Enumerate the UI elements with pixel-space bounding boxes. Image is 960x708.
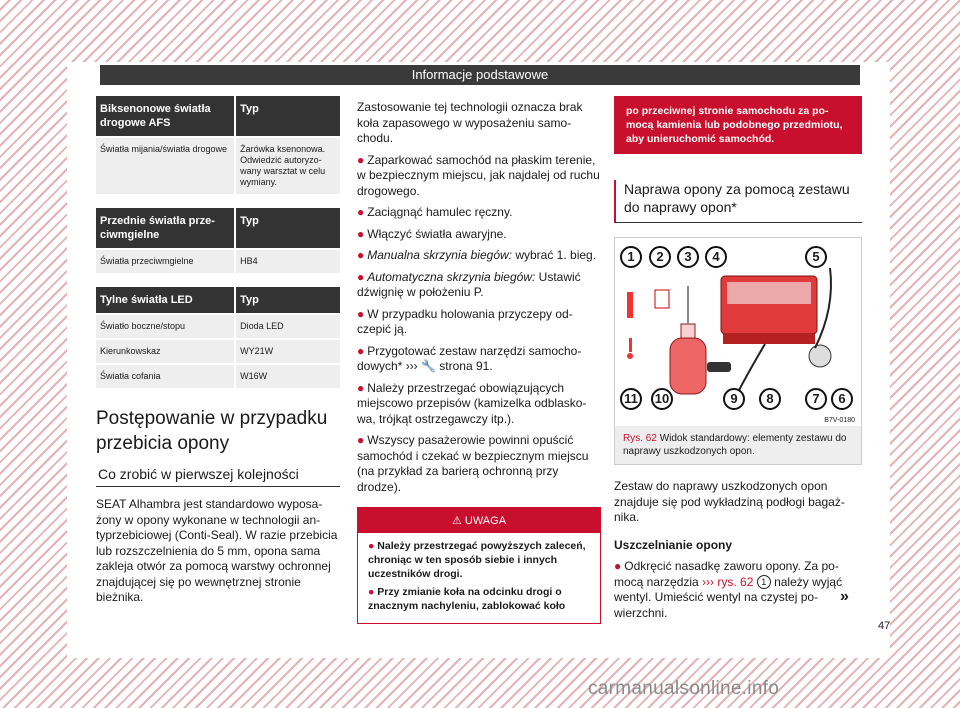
bullet-item: ● Przygotować zestaw narzędzi samochodowych* ››› 🔧 strona 91. <box>357 343 582 373</box>
table-header: Typ <box>235 96 340 137</box>
figure-caption-text: Widok standardowy: elementy zestawu do naprawy uszkodzonych opon. <box>623 433 847 457</box>
table-row <box>96 137 340 194</box>
section-subtitle: Co zrobić w pierwszej kolejności <box>96 462 340 487</box>
spec-table-afs <box>96 96 340 194</box>
intro-paragraph: SEAT Alhambra jest standardowo wyposażony w opony wykonane w technologii antyprzebiciowej (Conti-Seal). W razie przebicia lub rozszczelnienia do 5 mm, opona sama zakleja otwór za pomocą warstwy ochronnej znajdującej się po wewnętrznej stronie bieżnika. <box>96 497 338 604</box>
callout-number: 6 <box>831 388 853 410</box>
warning-icon: ⚠ <box>451 515 462 527</box>
table-cell: Światła cofania <box>96 364 235 388</box>
bullet-item: ● Wszyscy pasażerowie powinni opuścić samochód i czekać w bezpiecznym miejscu (na przykład za barierą ochronną przy drodze). <box>357 433 589 494</box>
callout-number: 7 <box>805 388 827 410</box>
watermark: carmanualsonline.info <box>588 678 780 699</box>
callout-number: 2 <box>649 246 671 268</box>
intro-paragraph: Zastosowanie tej technologii oznacza brak koła zapasowego w wyposażeniu samochodu. <box>357 100 583 145</box>
bullet-list <box>357 153 601 496</box>
callout-number: 1 <box>620 246 642 268</box>
page-number: 47 <box>878 620 891 632</box>
warning-continuation: po przeciwnej stronie samochodu za pomocą kamienia lub podobnego przedmiotu, aby unieruchomić samochód. <box>614 96 862 154</box>
continued-marker: » <box>840 588 849 605</box>
page-header: Informacje podstawowe <box>100 65 860 85</box>
warning-body <box>358 533 600 623</box>
column-right <box>614 96 862 621</box>
column-left <box>96 96 340 606</box>
figure-reference-link[interactable]: ››› rys. 62 <box>702 574 754 589</box>
column-middle <box>357 96 601 624</box>
bullet-item: ● Manualna skrzynia biegów: wybrać 1. bieg. <box>357 248 597 262</box>
table-cell: Światła przeciwmgielne <box>96 249 235 273</box>
table-header: Przednie światła przeciwmgielne <box>96 208 235 249</box>
callout-number: 8 <box>759 388 781 410</box>
warning-text: Przy zmianie koła na odcinku drogi o znacznym nachyleniu, zablokować koło <box>368 586 566 612</box>
figure-caption <box>615 426 861 464</box>
section-title: Naprawa opony za pomocą zestawu do naprawy opon* <box>614 180 862 223</box>
table-cell: HB4 <box>235 249 340 273</box>
warning-item: ● Należy przestrzegać powyższych zaleceń, chroniąc w ten sposób siebie i innych uczestników drogi. <box>368 540 586 580</box>
table-header: Typ <box>235 208 340 249</box>
callout-number: 10 <box>651 388 673 410</box>
table-cell: Dioda LED <box>235 314 340 339</box>
warning-header <box>358 508 600 533</box>
bullet-item: ● W przypadku holowania przyczepy odczepić ją. <box>357 306 573 336</box>
table-cell: WY21W <box>235 339 340 364</box>
bullet-item: ● Odkręcić nasadkę zaworu opony. Za pomocą narzędzia ››› rys. 62 1 należy wyjąć wentyl. Umieścić wentyl na czystej powierzchni. <box>614 559 843 620</box>
table-cell: W16W <box>235 364 340 388</box>
repair-kit-image <box>615 238 861 426</box>
callout-number: 5 <box>805 246 827 268</box>
warning-text: Należy przestrzegać powyższych zaleceń, chroniąc w ten sposób siebie i innych uczestników drogi. <box>368 540 586 580</box>
table-row <box>96 314 340 339</box>
table-cell: Żarówka ksenonowa. Odwiedzić autoryzowany warsztat w celu wymiany. <box>235 137 340 194</box>
figure-code: B7V-0180 <box>824 417 855 424</box>
warning-box <box>357 507 601 624</box>
callout-number: 3 <box>677 246 699 268</box>
warning-item: ● Przy zmianie koła na odcinku drogi o znacznym nachyleniu, zablokować koło <box>368 586 566 612</box>
spec-table-fog <box>96 208 340 273</box>
kit-location-paragraph: Zestaw do naprawy uszkodzonych opon znajduje się pod wykładziną podłogi bagażnika. <box>614 479 845 524</box>
table-row <box>96 339 340 364</box>
section-title: Postępowanie w przypadku przebicia opony <box>96 408 328 454</box>
table-cell: Światła mijania/światła drogowe <box>96 137 235 194</box>
table-header: Typ <box>235 287 340 314</box>
callout-number: 11 <box>620 388 642 410</box>
bullet-item: ● Zaciągnąć hamulec ręczny. <box>357 205 513 219</box>
callout-ref: 1 <box>757 575 771 589</box>
bullet-item: ● Zaparkować samochód na płaskim terenie, w bezpiecznym miejscu, jak najdalej od ruchu drogowego. <box>357 152 600 198</box>
bullet-item: ● Automatyczna skrzynia biegów: Ustawić dźwignię w położeniu P. <box>357 269 581 299</box>
table-row <box>96 364 340 388</box>
figure-label: Rys. 62 <box>623 433 657 444</box>
table-cell: Światło boczne/stopu <box>96 314 235 339</box>
figure <box>614 237 862 465</box>
bullet-item: ● Włączyć światła awaryjne. <box>357 226 507 241</box>
bullet-item: ● Należy przestrzegać obowiązujących miejscowo przepisów (kamizelka odblaskowa, trójkąt ostrzegawczy itp.). <box>357 380 587 426</box>
subhead: Uszczelnianie opony <box>614 537 733 552</box>
table-header: Biksenonowe światła drogowe AFS <box>96 96 235 137</box>
callout-number: 4 <box>705 246 727 268</box>
table-header: Tylne światła LED <box>96 287 235 314</box>
spec-table-led <box>96 287 340 388</box>
callout-number: 9 <box>723 388 745 410</box>
warning-label: UWAGA <box>464 515 507 527</box>
table-row <box>96 249 340 273</box>
table-cell: Kierunkowskaz <box>96 339 235 364</box>
